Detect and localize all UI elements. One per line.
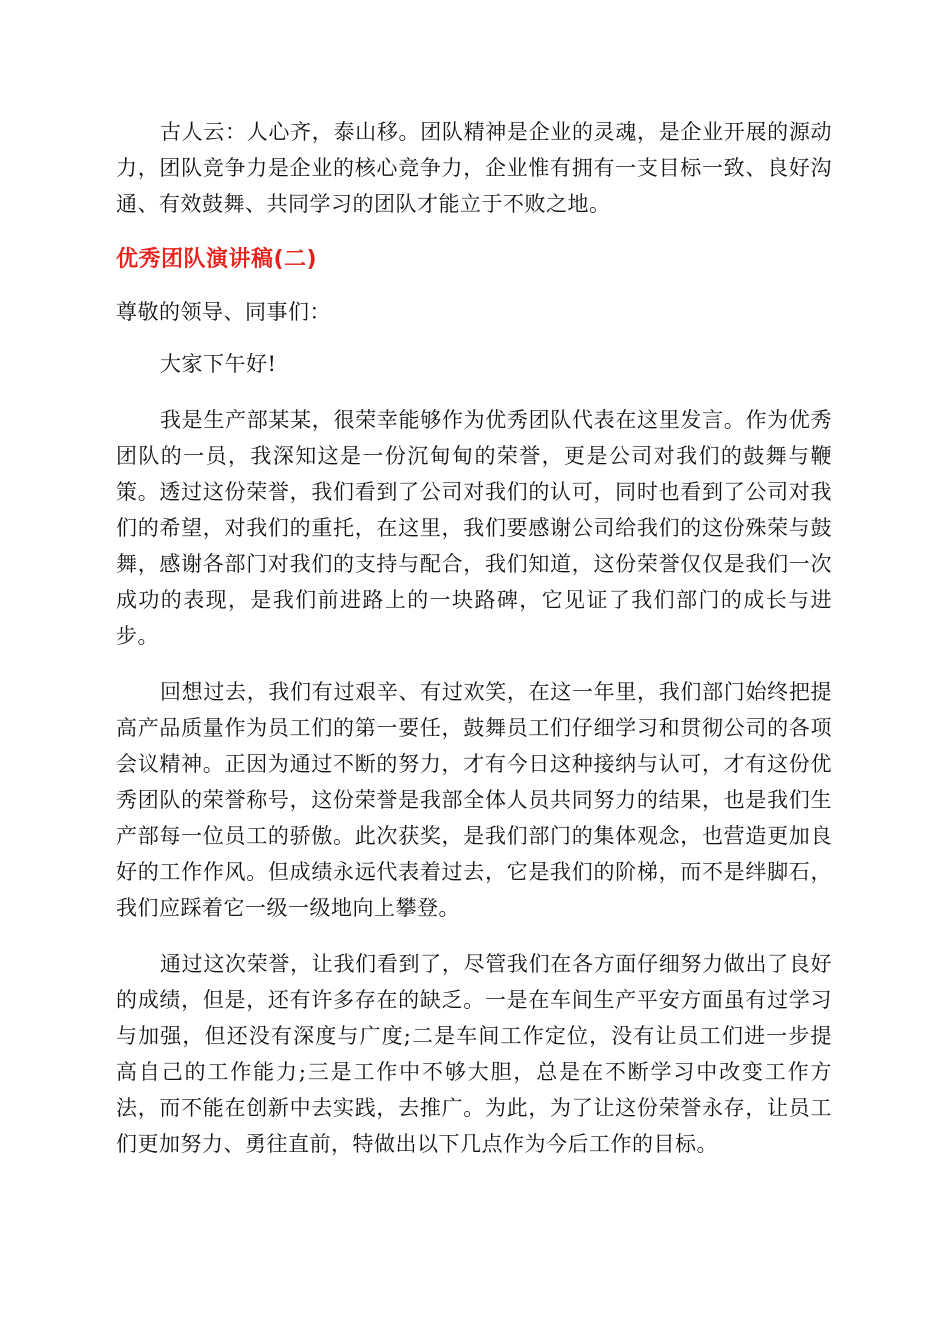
- greeting: 大家下午好!: [160, 352, 277, 376]
- body-paragraph: 回想过去，我们有过艰辛、有过欢笑，在这一年里，我们部门始终把提高产品质量作为员工们的第一要任，鼓舞员工们仔细学习和贯彻公司的各项会议精神。正因为通过不断的努力，才有今日这种接纳与认可，才有这份优秀团队的荣誉称号，这份荣誉是我部全体人员共同努力的结果，也是我们生产部每一位员工的骄傲。此次获奖，是我们部门的集体观念，也营造更加良好的工作作风。但成绩永远代表着过去，它是我们的阶梯，而不是绊脚石，我们应踩着它一级一级地向上攀登。: [116, 680, 832, 920]
- salutation: 尊敬的领导、同事们：: [116, 300, 331, 324]
- document-page: [116, 114, 832, 1162]
- intro-paragraph: 古人云：人心齐，泰山移。团队精神是企业的灵魂，是企业开展的源动力，团队竞争力是企业的核心竞争力，企业惟有拥有一支目标一致、良好沟通、有效鼓舞、共同学习的团队才能立于不败之地。: [116, 120, 832, 216]
- body-paragraph: 通过这次荣誉，让我们看到了，尽管我们在各方面仔细努力做出了良好的成绩，但是，还有许多存在的缺乏。一是在车间生产平安方面虽有过学习与加强，但还没有深度与广度;二是车间工作定位，没有让员工们进一步提高自己的工作能力;三是工作中不够大胆，总是在不断学习中改变工作方法，而不能在创新中去实践，去推广。为此，为了让这份荣誉永存，让员工们更加努力、勇往直前，特做出以下几点作为今后工作的目标。: [116, 952, 832, 1156]
- body-paragraph: 我是生产部某某，很荣幸能够作为优秀团队代表在这里发言。作为优秀团队的一员，我深知这是一份沉甸甸的荣誉，更是公司对我们的鼓舞与鞭策。透过这份荣誉，我们看到了公司对我们的认可，同时也看到了公司对我们的希望，对我们的重托，在这里，我们要感谢公司给我们的这份殊荣与鼓舞，感谢各部门对我们的支持与配合，我们知道，这份荣誉仅仅是我们一次成功的表现，是我们前进路上的一块路碑，它见证了我们部门的成长与进步。: [116, 408, 832, 648]
- section-heading: 优秀团队演讲稿(二): [116, 247, 318, 272]
